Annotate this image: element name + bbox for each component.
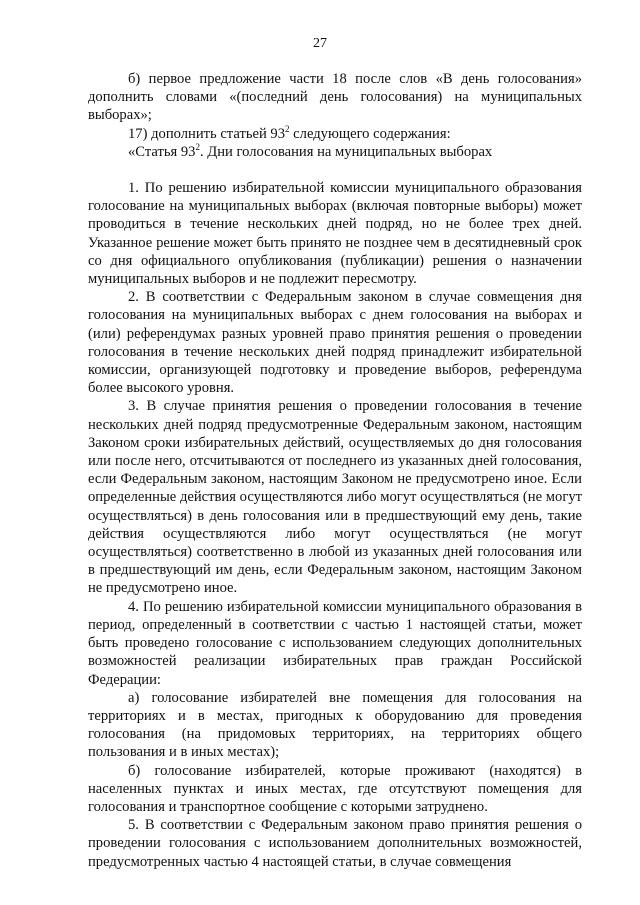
document-body: [88, 70, 582, 871]
article-heading-superscript: 2: [195, 141, 200, 152]
paragraph-part-2: 2. В соответствии с Федеральным законом в случае совмещения дня голосования на муниципальных выборах с днем голосования на выборах и (или) референдумах разных уровней право принятия решения о проведении голосования в течение нескольких дней подряд принадлежит избирательной комиссии, организующей подготовку и проведение выборов, референдума более высокого уровня.: [88, 289, 582, 397]
item-17-text-after: следующего содержания:: [289, 125, 451, 142]
paragraph-item-17: [88, 125, 582, 143]
paragraph-subitem-a: а) голосование избирателей вне помещения для голосования на территориях и в местах, пригодных к оборудованию для проведения голосования (на придомовых территориях, на территориях общего пользования и в иных местах);: [88, 689, 582, 761]
article-heading: [88, 143, 582, 161]
item-17-text: 17) дополнить статьей 93: [128, 125, 286, 142]
page-number: 27: [313, 36, 327, 51]
paragraph-subitem-b: б) голосование избирателей, которые проживают (находятся) в населенных пунктах и иных местах, где отсутствуют помещения для голосования и транспортное сообщение с которыми затруднено.: [88, 762, 582, 815]
paragraph-b-first-sentence: б) первое предложение части 18 после слов «В день голосования» дополнить словами «(последний день голосования) на муниципальных выборах»;: [88, 71, 582, 124]
paragraph-part-3: 3. В случае принятия решения о проведении голосования в течение нескольких дней подряд предусмотренные Федеральным законом, настоящим Законом сроки избирательных действий, осуществляемых до дня голосования или после него, отсчитываются от последнего из указанных дней голосования, если Федеральным законом, настоящим Законом не предусмотрено иное. Если определенные действия осуществляются либо могут осуществляться (не могут осуществляться) в день голосования или в предшествующий ему день, такие действия осуществляются либо могут осуществляться (не могут осуществляться) соответственно в любой из указанных дней голосования или в предшествующий им день, если Федеральным законом, настоящим Законом не предусмотрено иное.: [88, 398, 582, 597]
article-heading-title: . Дни голосования на муниципальных выборах: [199, 143, 493, 160]
item-17-superscript: 2: [285, 123, 290, 134]
article-heading-text: «Статья 93: [128, 143, 196, 160]
paragraph-part-1: 1. По решению избирательной комиссии муниципального образования голосование на муниципальных выборах (включая повторные выборы) может проводиться в течение нескольких дней подряд, но не более трех дней. Указанное решение может быть принято не позднее чем в десятидневный срок со дня официального опубликования (публикации) решения о назначении муниципальных выборов и не подлежит пересмотру.: [88, 180, 582, 288]
paragraph-part-4: 4. По решению избирательной комиссии муниципального образования в период, определенный в соответствии с частью 1 настоящей статьи, может быть проведено голосование с использованием следующих дополнительных возможностей реализации избирательных прав граждан Российской Федерации:: [88, 598, 582, 688]
paragraph-part-5: 5. В соответствии с Федеральным законом право принятия решения о проведении голосования с использованием дополнительных возможностей, предусмотренных частью 4 настоящей статьи, в случае совмещения: [88, 817, 582, 870]
